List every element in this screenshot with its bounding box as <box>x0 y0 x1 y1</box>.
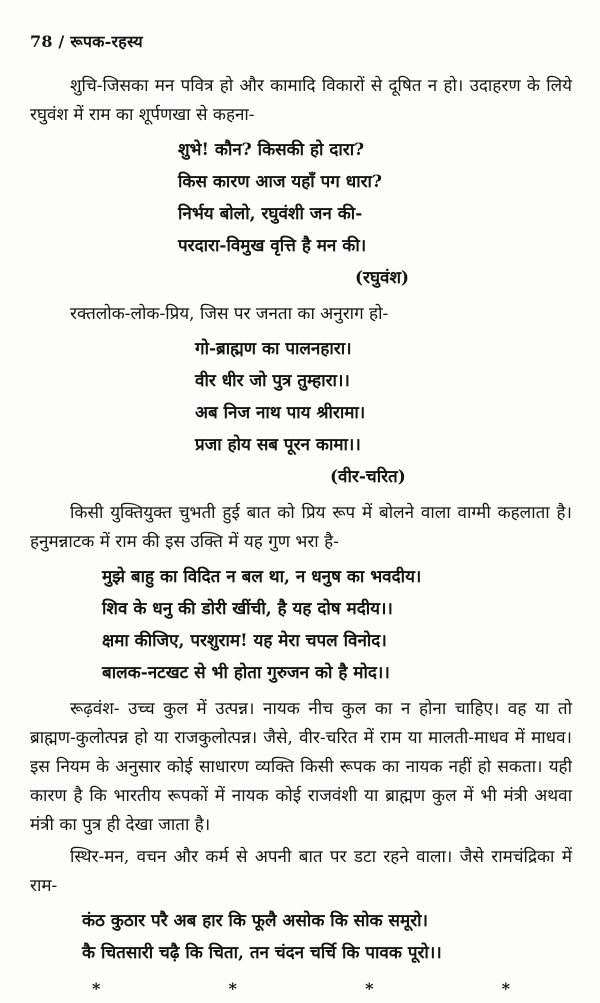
verse-line: शिव के धनु की डोरी खींची, है यह दोष मदीय।। <box>102 599 393 619</box>
verse-line: निर्भय बोलो, रघुवंशी जन की- <box>178 204 363 224</box>
verse-line: कंठ कुठार परै अब हार कि फूलै असोक कि सोक समूरो। <box>82 911 428 931</box>
asterisk: * <box>228 979 237 998</box>
verse-line: बालक-नटखट से भी होता गुरुजन को है मोद।। <box>102 663 390 683</box>
verse-attribution: (रघुवंश) <box>355 268 410 288</box>
verse-line: क्षमा कीजिए, परशुराम! यह मेरा चपल विनोद। <box>102 631 387 651</box>
paragraph-sthirman: स्थिर-मन, वचन और कर्म से अपनी बात पर डटा रहने वाला। जैसे रामचंद्रिका में राम- <box>30 847 572 896</box>
paragraph-vagmi: किसी युक्तियुक्त चुभती हुई बात को प्रिय रूप में बोलने वाला वाग्मी कहलाता है। हनुमन्नाटक में राम की इस उक्ति में यह गुण भरा है- <box>30 503 572 552</box>
asterisk: * <box>92 979 101 998</box>
verse-ramchandrika <box>82 905 572 969</box>
verse-line: मुझे बाहु का विदित न बल था, न धनुष का भवदीय। <box>102 567 422 587</box>
verse-line: शुभे! कौन? किसकी हो दारा? <box>178 140 365 160</box>
verse-line: वीर धीर जो पुत्र तुम्हारा।। <box>195 371 350 391</box>
verse-raghuvansh <box>178 134 572 294</box>
asterisk: * <box>365 979 374 998</box>
verse-attribution: (वीर-चरित) <box>330 467 406 487</box>
paragraph-rudhvansh: रूढ़वंश- उच्च कुल में उत्पन्न। नायक नीच कुल का न होना चाहिए। वह या तो ब्राह्मण-कुलोत्पन्न हो या राजकुलोत्पन्न। जैसे, वीर-चरित में राम या मालती-माधव में माधव। इस नियम के अनुसार कोई साधारण व्यक्ति किसी रूपक का नायक नहीं हो सकता। यही कारण है कि भारतीय रूपकों में नायक कोई राजवंशी या ब्राह्मण कुल में भी मंत्री अथवा मंत्री का पुत्र ही देखा जाता है। <box>30 699 572 835</box>
footer-asterisks <box>30 979 572 998</box>
paragraph-raktalok: रक्तलोक-लोक-प्रिय, जिस पर जनता का अनुराग हो- <box>70 304 389 324</box>
verse-line: कै चितसारी चढ़ै कि चिता, तन चंदन चर्चि कि पावक पूरो।। <box>82 943 442 963</box>
verse-veer-charit <box>195 333 572 493</box>
paragraph-shuchi: शुचि-जिसका मन पवित्र हो और कामादि विकारों से दूषित न हो। उदाहरण के लिये रघुवंश में राम का शूर्पणखा से कहना- <box>30 76 572 125</box>
verse-hanuman-natak <box>102 561 572 689</box>
verse-line: किस कारण आज यहाँ पग धारा? <box>178 172 382 192</box>
verse-line: गो-ब्राह्मण का पालनहारा। <box>195 339 352 359</box>
verse-line: प्रजा होय सब पूरन कामा।। <box>195 435 361 455</box>
verse-line: अब निज नाथ पाय श्रीरामा। <box>195 403 366 423</box>
page-header: 78 / रूपक-रहस्य <box>30 32 143 51</box>
asterisk: * <box>501 979 510 998</box>
verse-line: परदारा-विमुख वृत्ति है मन की। <box>178 236 367 256</box>
